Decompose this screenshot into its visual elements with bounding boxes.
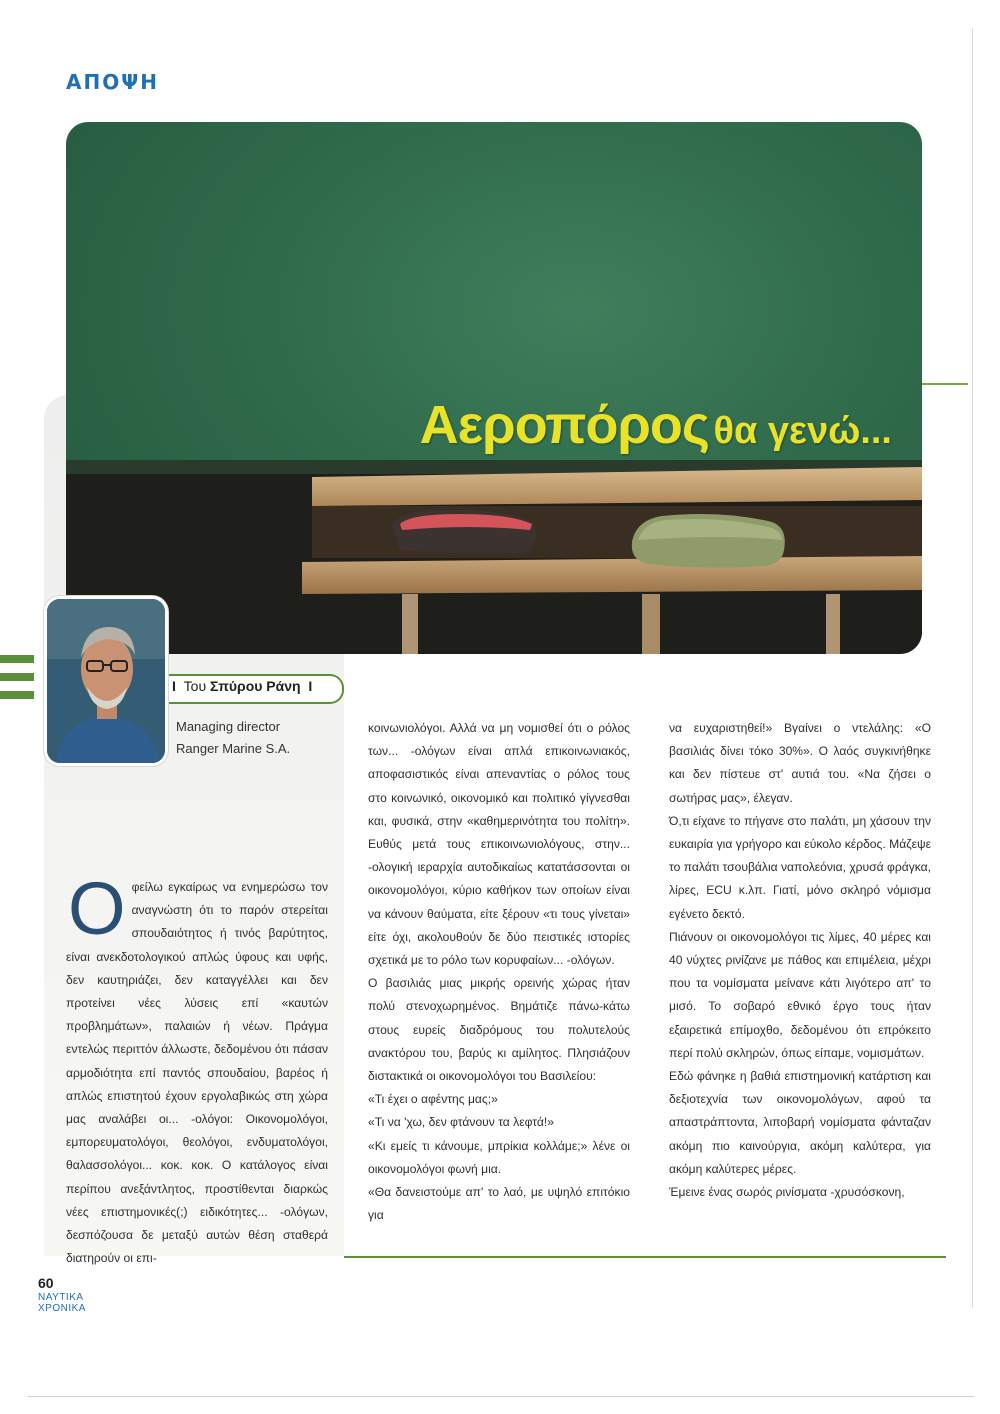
accent-bar xyxy=(0,655,34,663)
section-label: ΑΠΟΨΗ xyxy=(66,70,159,94)
paragraph: φείλω εγκαίρως να ενημερώσω τον αναγνώστη ότι το παρόν στερείται σπουδαιότητος ή τινός βαρύτητος, είναι ανεκδοτολογικού απλώς ύφους και υφής, δεν καυτηριάζει, δεν καταγγέλλει και δεν προτείνει νέες λύσεις επί «καυτών προβλημάτων», παλαιών ή νέων. Πράγμα εντελώς περιττόν άλλωστε, δεδομένου ότι πάσαν αρμοδιότητα επί παντός σπουδαίου, βαρέος ή απλώς επιστητού έχουν εργολαβικώς στη χώρα μας αναλάβει οι... -ολόγοι: Οικονομολόγοι, εμπορευματολόγοι, θεολόγοι, ενδυματολόγοι, θαλασσολόγοι... κοκ. κοκ. Ο κατάλογος είναι περίπου ανεξάντλητος, προστίθενται διαρκώς νέες επιστημονικές(;) ειδικότητες... -ολόγων, δεσπόζουσα δε μεταξύ αυτών θέση σταθερά διατηρούν οι επι- xyxy=(66,880,328,1266)
paragraph: Έμεινε ένας σωρός ρινίσματα -χρυσόσκονη, xyxy=(669,1185,905,1200)
author-name: Σπύρου Ράνη xyxy=(210,678,301,694)
accent-line xyxy=(922,383,968,385)
paragraph: Ό,τι είχανε το πήγανε στο παλάτι, μη χάσουν την ευκαιρία για γρήγορο και εύκολο κέρδος. Μάζεψε το παλάτι τσουβάλια ναπολεόνια, χρυσά φράγκα, λίρες, ECU κ.λπ. Γιατί, μόνο σκληρό νόμισμα εγένετο δεκτό. xyxy=(669,813,931,921)
author-portrait xyxy=(44,596,168,766)
paragraph: Πιάνουν οι οικονομολόγοι τις λίμες, 40 μέρες και 40 νύχτες ρινίζανε με πάθος και επιμέλεια, μέχρι που τα νομίσματα μείνανε κάτι λιγότερο απ' το μισό. Το σοβαρό εθνικό έργο τους ήταν εξαιρετικά επίμοχθο, δεδομένου ότι επρόκειτο περί πολύ σκληρών, όπως είπαμε, νομισμάτων. xyxy=(669,929,931,1060)
paragraph: «Τι έχει ο αφέντης μας;» xyxy=(368,1092,498,1107)
headline xyxy=(420,394,892,456)
page-edge xyxy=(28,1396,974,1397)
magazine-name-line: ΧΡΟΝΙΚΑ xyxy=(38,1303,86,1314)
headline-rest: θα γενώ... xyxy=(713,410,892,452)
page-number: 60 xyxy=(38,1275,54,1291)
magazine-name xyxy=(38,1292,98,1314)
role-title: Managing director xyxy=(176,719,281,734)
byline xyxy=(172,678,312,694)
paragraph: Ο βασιλιάς μιας μικρής ορεινής χώρας ήταν πολύ στενοχωρημένος. Βημάτιζε πάνω-κάτω στους ευρείς διαδρόμους του πολυτελούς ανακτόρου του, βαρύς κι αμίλητος. Πλησιάζουν διστακτικά οι οικονομολόγοι του Βασιλείου: xyxy=(368,976,630,1084)
portrait-icon xyxy=(47,599,165,763)
paragraph: «Τι να 'χω, δεν φτάνουν τα λεφτά!» xyxy=(368,1115,554,1130)
paragraph: Εδώ φάνηκε η βαθιά επιστημονική κατάρτιση και δεξιοτεχνία των οικονομολόγων, αφού τα απαστράπτοντα, λιποβαρή νομίσματα φάνταζαν ακόμη πιο καινούργια, ακόμη καλύτερα, για ακόμη καλύτερες μέρες. xyxy=(669,1069,931,1176)
accent-bar xyxy=(0,691,34,699)
text-column-2 xyxy=(368,717,630,1227)
hero-image xyxy=(66,122,922,654)
paragraph: να ευχαριστηθεί!» Βγαίνει ο ντελάλης: «Ο βασιλιάς δίνει τόκο 30%». Ο λαός συγκινήθηκε και δεν πίστευε στ' αυτιά του. «Να ζήσει ο σωτήρας μας», έλεγαν. xyxy=(669,721,931,805)
page-edge xyxy=(972,28,973,1308)
role-company: Ranger Marine S.A. xyxy=(176,741,291,756)
accent-bar xyxy=(0,673,34,681)
footer-rule xyxy=(344,1256,946,1258)
byline-prefix: Του xyxy=(183,678,207,694)
headline-main: Αεροπόρος xyxy=(419,395,709,455)
text-column-3 xyxy=(669,717,931,1204)
paragraph: «Κι εμείς τι κάνουμε, μπρίκια κολλάμε;» λένε οι οικονομολόγοι φωνή μια. xyxy=(368,1138,630,1176)
byline-divider: I xyxy=(172,678,176,694)
drop-cap: Ο xyxy=(68,867,126,950)
byline-divider: I xyxy=(308,678,313,694)
magazine-name-line: ΝΑΥΤΙΚΑ xyxy=(38,1292,84,1303)
author-role xyxy=(176,716,290,760)
paragraph: «Θα δανειστούμε απ' το λαό, με υψηλό επιτόκιο για xyxy=(368,1185,630,1223)
chalkboard-illustration xyxy=(66,122,922,654)
paragraph: κοινωνιολόγοι. Αλλά να μη νομισθεί ότι ο ρόλος των... -ολόγων είναι απλά επικοινωνιακός, αποφασιστικός είναι απεναντίας ο ρόλος τους στο κοινωνικό, οικονομικό και πολιτικό γίγνεσθαι και, φυσικά, στην «καθημερινότητα του πολίτη». Ευθύς μετά τους επικοινωνιολόγους, στην... -ολογική ιεραρχία αυτοδικαίως κατατάσσονται οι οικονομολόγοι, κύριο καθήκον των οποίων είναι να κάνουν θαύματα, είτε ξέρουν «τι τους γίνεται» είτε όχι, ακολουθούν δε δύο πειστικές ιστορίες σχετικά με το ρόλο των κορυφαίων... -ολόγων. xyxy=(368,721,630,968)
text-column-1 xyxy=(66,867,328,1270)
